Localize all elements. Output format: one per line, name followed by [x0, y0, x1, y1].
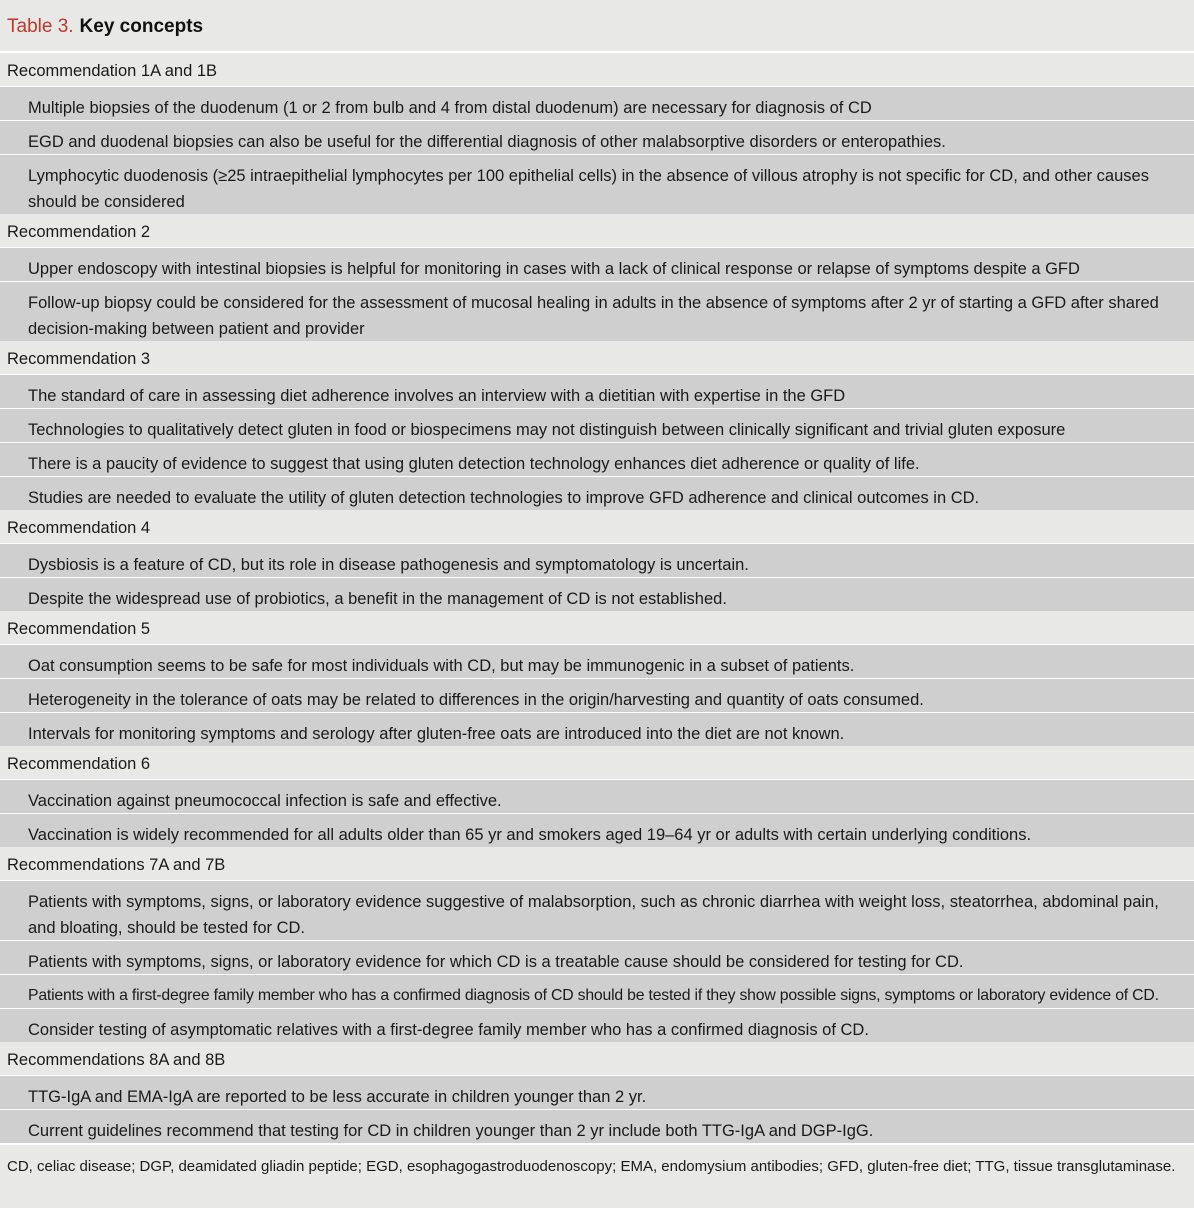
list-item: Despite the widespread use of probiotics, a benefit in the management of CD is not established. [0, 577, 1194, 611]
list-item: The standard of care in assessing diet adherence involves an interview with a dietitian with expertise in the GFD [0, 374, 1194, 408]
list-item: Upper endoscopy with intestinal biopsies is helpful for monitoring in cases with a lack of clinical response or relapse of symptoms despite a GFD [0, 247, 1194, 281]
list-item: Technologies to qualitatively detect gluten in food or biospecimens may not distinguish between clinically significant and trivial gluten exposure [0, 408, 1194, 442]
list-item: Vaccination is widely recommended for all adults older than 65 yr and smokers aged 19–64 yr or adults with certain underlying conditions. [0, 813, 1194, 847]
list-item: Dysbiosis is a feature of CD, but its role in disease pathogenesis and symptomatology is uncertain. [0, 543, 1194, 577]
section-heading: Recommendations 8A and 8B [0, 1042, 1194, 1075]
section-heading: Recommendation 1A and 1B [0, 53, 1194, 86]
list-item: Studies are needed to evaluate the utility of gluten detection technologies to improve GFD adherence and clinical outcomes in CD. [0, 476, 1194, 510]
list-item: Intervals for monitoring symptoms and serology after gluten-free oats are introduced into the diet are not known. [0, 712, 1194, 746]
list-item: Consider testing of asymptomatic relatives with a first-degree family member who has a confirmed diagnosis of CD. [0, 1008, 1194, 1042]
list-item: Current guidelines recommend that testing for CD in children younger than 2 yr include both TTG-IgA and DGP-IgG. [0, 1109, 1194, 1143]
section-heading: Recommendation 5 [0, 611, 1194, 644]
section-heading: Recommendation 3 [0, 341, 1194, 374]
list-item: There is a paucity of evidence to suggest that using gluten detection technology enhances diet adherence or quality of life. [0, 442, 1194, 476]
list-item: Patients with symptoms, signs, or laboratory evidence for which CD is a treatable cause should be considered for testing for CD. [0, 940, 1194, 974]
table-heading: Key concepts [79, 16, 204, 37]
table-label: Table 3. [7, 16, 74, 37]
table-title [0, 0, 1194, 53]
list-item: Lymphocytic duodenosis (≥25 intraepithelial lymphocytes per 100 epithelial cells) in the absence of villous atrophy is not specific for CD, and other causes should be considered [0, 154, 1194, 214]
section-heading: Recommendation 4 [0, 510, 1194, 543]
section-heading: Recommendation 2 [0, 214, 1194, 247]
list-item: Follow-up biopsy could be considered for the assessment of mucosal healing in adults in the absence of symptoms after 2 yr of starting a GFD after shared decision-making between patient and provider [0, 281, 1194, 341]
list-item: Oat consumption seems to be safe for most individuals with CD, but may be immunogenic in a subset of patients. [0, 644, 1194, 678]
list-item: Patients with symptoms, signs, or laboratory evidence suggestive of malabsorption, such as chronic diarrhea with weight loss, steatorrhea, abdominal pain, and bloating, should be tested for CD. [0, 880, 1194, 940]
list-item: Patients with a first-degree family member who has a confirmed diagnosis of CD should be tested if they show possible signs, symptoms or laboratory evidence of CD. [0, 974, 1194, 1008]
list-item: TTG-IgA and EMA-IgA are reported to be less accurate in children younger than 2 yr. [0, 1075, 1194, 1109]
section-heading: Recommendation 6 [0, 746, 1194, 779]
list-item: Vaccination against pneumococcal infection is safe and effective. [0, 779, 1194, 813]
table-footnote: CD, celiac disease; DGP, deamidated gliadin peptide; EGD, esophagogastroduodenoscopy; EMA, endomysium antibodies; GFD, gluten-free diet; TTG, tissue transglutaminase. [0, 1143, 1194, 1208]
section-heading: Recommendations 7A and 7B [0, 847, 1194, 880]
list-item: Multiple biopsies of the duodenum (1 or 2 from bulb and 4 from distal duodenum) are necessary for diagnosis of CD [0, 86, 1194, 120]
list-item: EGD and duodenal biopsies can also be useful for the differential diagnosis of other malabsorptive disorders or enteropathies. [0, 120, 1194, 154]
table-body [0, 53, 1194, 1143]
list-item: Heterogeneity in the tolerance of oats may be related to differences in the origin/harvesting and quantity of oats consumed. [0, 678, 1194, 712]
